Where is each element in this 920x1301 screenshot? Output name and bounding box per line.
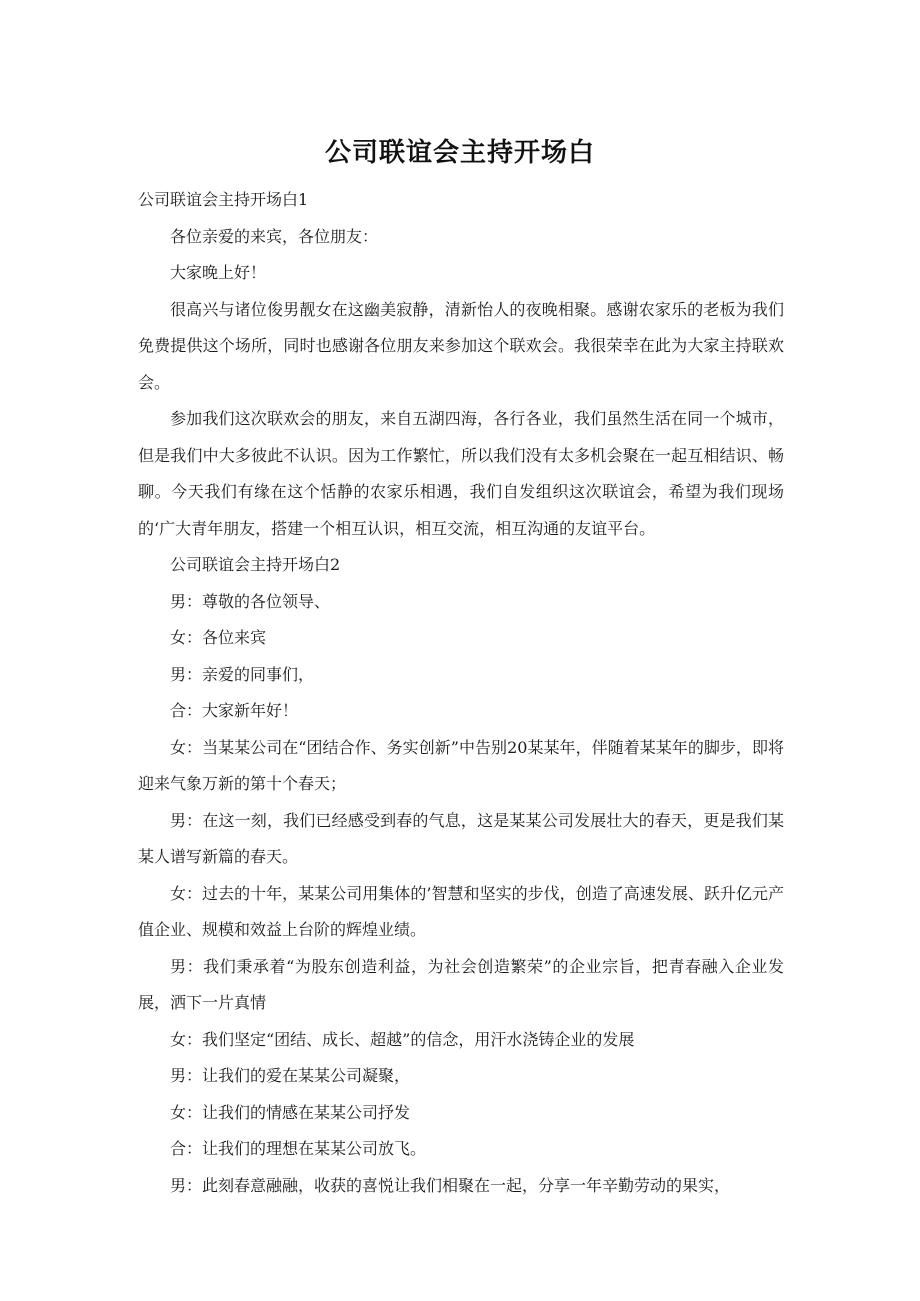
paragraph: 男：亲爱的同事们， (170, 664, 315, 684)
paragraph: 男：尊敬的各位领导、 (170, 591, 331, 611)
paragraph: 各位亲爱的来宾，各位朋友： (170, 226, 379, 246)
paragraph: 女：我们坚定“团结、成长、超越”的信念，用汗水浇铸企业的发展 (170, 1029, 635, 1049)
paragraph: 合：让我们的理想在某某公司放飞。 (170, 1139, 427, 1158)
paragraph: 男：我们秉承着“为股东创造利益，为社会创造繁荣”的企业宗旨，把青春融入企业发展，洒下一片真情 (138, 956, 784, 1012)
paragraph: 大家晚上好！ (170, 263, 267, 282)
paragraph: 男：让我们的爱在某某公司凝聚， (170, 1066, 411, 1085)
section-heading: 公司联谊会主持开场白1 (138, 190, 309, 209)
paragraph: 女：让我们的情感在某某公司抒发 (170, 1102, 411, 1122)
paragraph: 女：当某某公司在“团结合作、务实创新”中告别20某某年，伴随着某某年的脚步，即将迎来气象万新的第十个春天； (138, 737, 784, 793)
section-heading: 公司联谊会主持开场白2 (170, 555, 341, 574)
document-body (138, 182, 784, 1204)
paragraph: 男：在这一刻，我们已经感受到春的气息，这是某某公司发展壮大的春天，更是我们某某人谱写新篇的春天。 (138, 810, 784, 866)
document-title: 公司联谊会主持开场白 (324, 138, 595, 168)
paragraph: 女：过去的十年，某某公司用集体的’智慧和坚实的步伐，创造了高速发展、跃升亿元产值企业、规模和效益上台阶的辉煌业绩。 (138, 883, 784, 939)
paragraph: 男：此刻春意融融，收获的喜悦让我们相聚在一起，分享一年辛勤劳动的果实， (170, 1175, 731, 1195)
paragraph: 参加我们这次联欢会的朋友，来自五湖四海，各行各业，我们虽然生活在同一个城市，但是我们中大多彼此不认识。因为工作繁忙，所以我们没有太多机会聚在一起互相结识、畅聊。今天我们有缘在这个恬静的农家乐相遇，我们自发组织这次联谊会，希望为我们现场的‘广大青年朋友，搭建一个相互认识，相互交流，相互沟通的友谊平台。 (138, 409, 784, 538)
paragraph: 女：各位来宾 (170, 628, 267, 647)
paragraph: 合：大家新年好！ (170, 701, 299, 720)
paragraph: 很高兴与诸位俊男靓女在这幽美寂静，清新怡人的夜晚相聚。感谢农家乐的老板为我们免费提供这个场所，同时也感谢各位朋友来参加这个联欢会。我很荣幸在此为大家主持联欢会。 (138, 299, 784, 392)
